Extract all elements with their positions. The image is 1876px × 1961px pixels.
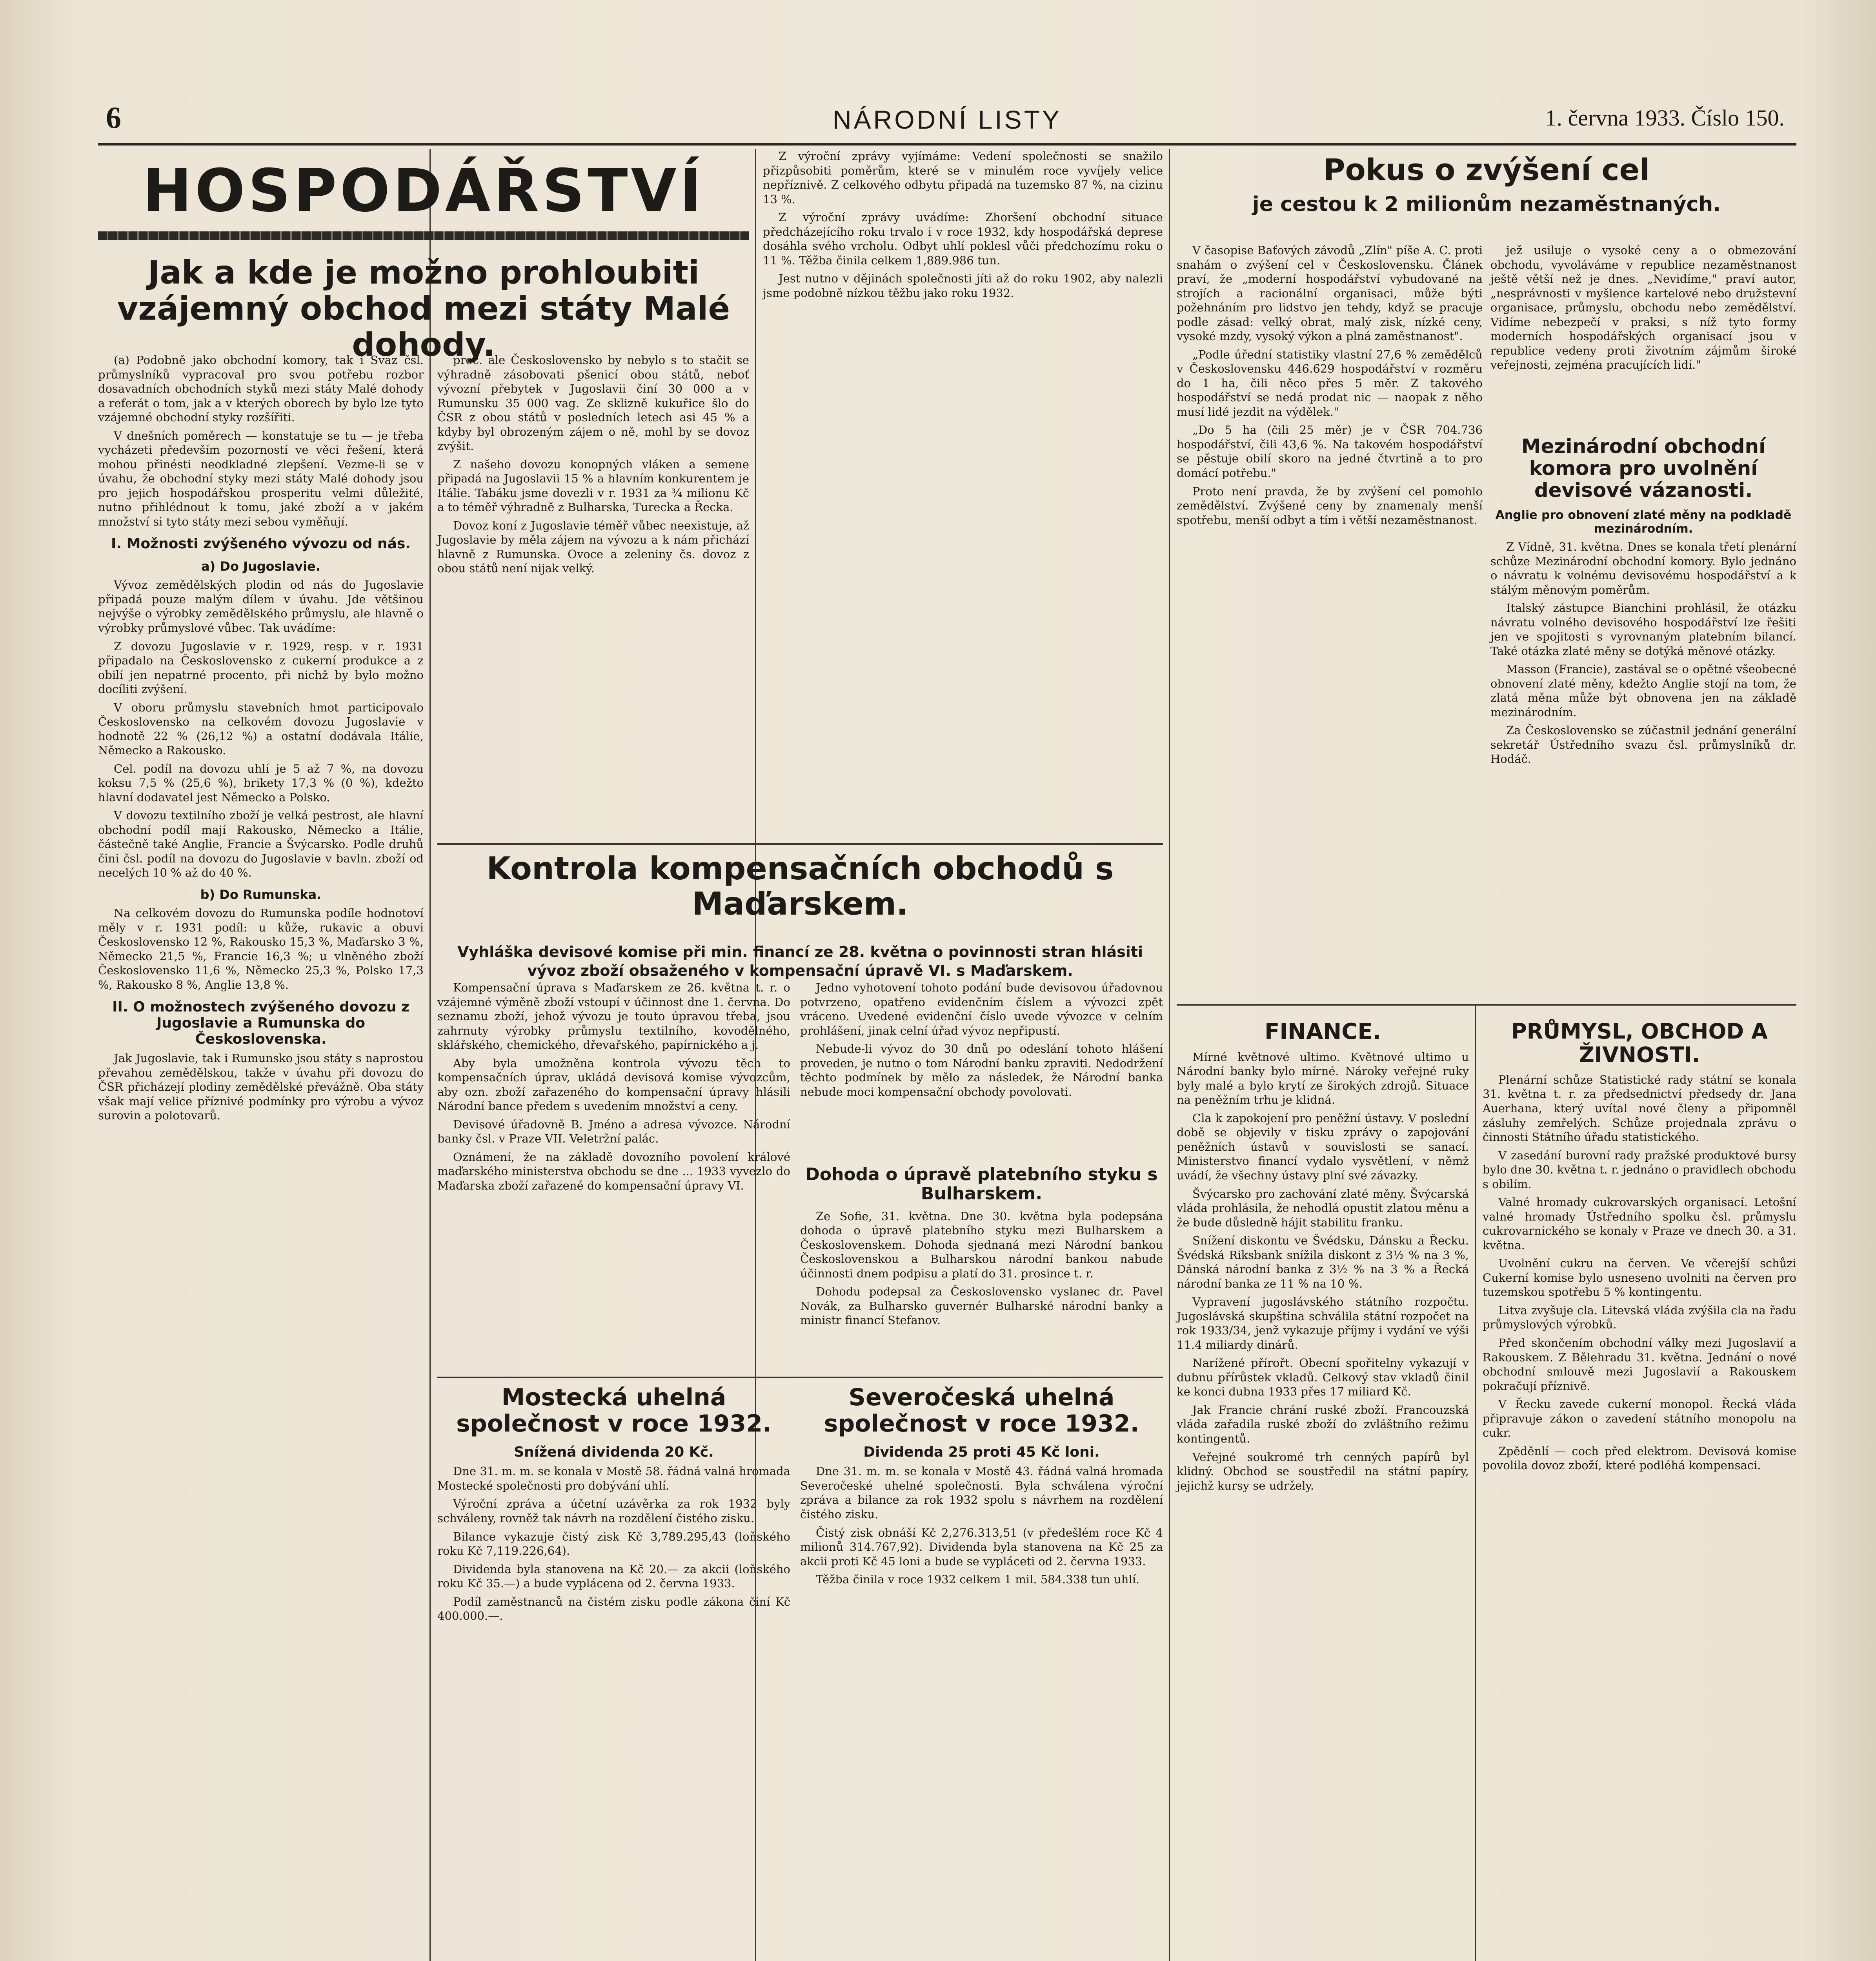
section-finance [1177,1020,1469,1961]
headline-pokus: Pokus o zvýšení cel [1323,152,1650,187]
paragraph: Před skončením obchodní války mezi Jugoslavií a Rakouskem. Z Bělehradu 31. května. Jednání o nové obchodní smlouvě mezi Jugoslavií a Rakouskem pokračují příznivě. [1483,1336,1796,1393]
paragraph: Vypravení jugoslávského státního rozpočtu. Jugoslávská skupština schválila státní rozpočet na rok 1933/34, jenž vykazuje příjmy i vydání ve výši 11.4 miliardy dinárů. [1177,1295,1469,1352]
paragraph: Snížení diskontu ve Švédsku, Dánsku a Řecku. Švédská Riksbank snížila diskont z 3½ % na 3 %, Dánská národní banka z 3½ % na 3 % a Řecká národní banka ze 11 % na 10 %. [1177,1234,1469,1290]
paragraph: Devisové úřadovně B. Jméno a adresa vývozce. Národní banky čsl. v Praze VII. Veletržní palác. [437,1117,790,1146]
headline-vzajemny-obchod: Jak a kde je možno prohloubiti vzájemný obchod mezi státy Malé dohody. [117,254,730,364]
headline-dohoda: Dohoda o úpravě platebního styku s Bulharskem. [805,1164,1158,1204]
headline-prumysl: PRŮMYSL, OBCHOD A ŽIVNOSTI. [1511,1019,1768,1068]
page-number: 6 [106,100,121,135]
divider [437,843,1163,845]
paragraph: V zasedání burovní rady pražské produktové bursy bylo dne 30. května t. r. jednáno o pravidlech obchodu s obilím. [1483,1148,1796,1191]
headline-kontrola-box [437,851,1163,937]
paragraph: Italský zástupce Bianchini prohlásil, že otázku návratu volného devisového hospodářství lze řešiti jen ve spojitosti s vyrovnaným platebním bilancí. Také otázka zlaté měny se dotýká měnové otázky. [1490,601,1796,658]
paragraph: Dovoz koní z Jugoslavie téměř vůbec neexistuje, až Jugoslavie by měla zájem na vývozu a k nám přichází hlavně z Rumunska. Ovoce a zeleniny čs. dovoz z obou států není nijak velký. [437,518,749,575]
subheading: a) Do Jugoslavie. [201,559,320,574]
kontrola-subhead: Vyhláška devisové komise při min. financí ze 28. května o povinnosti stran hlásiti vývoz zboží obsaženého v kompensační úpravě VI. s Maďarskem. [457,943,1143,979]
article-kontrola-left [437,980,790,1373]
paragraph: Oznámení, že na základě dovozního povolení králové maďarského ministerstva obchodu se dne ... 1933 vyvezlo do Maďarska zboží zařazené do kompensační úpravy VI. [437,1150,790,1192]
paragraph: Z výroční zprávy vyjímáme: Vedení společnosti se snažilo přizpůsobiti poměrům, které se v minulém roce vyvíjely velice nepříznivě. Z celkového odbytu připadá na tuzemsko 87 %, na cizinu 13 %. [763,149,1163,206]
paragraph: (a) Podobně jako obchodní komory, tak i Svaz čsl. průmyslníků vypracoval pro svou potřebu rozbor dosavadních obchodních styků mezi státy Malé dohody a referát o tom, jak a v kterých oborech by bylo lze tyto vzájemné obchodní styky rozšířiti. [98,353,424,424]
subheading: b) Do Rumunska. [200,887,322,902]
headline-kontrola: Kontrola kompensačních obchodů s Maďarskem. [486,850,1114,922]
mostecka-subhead: Snížená dividenda 20 Kč. [514,1444,714,1461]
article-vzajemny-obchod [98,353,424,1961]
paragraph: V oboru průmyslu stavebních hmot participovalo Československo na celkovém dovozu Jugoslavie v hodnotě 22 % (26,12 %) a ostatní dodávala Itálie, Německo a Rakousko. [98,700,424,757]
column-rule [1169,149,1170,1961]
article-kontrola-right [800,980,1163,1161]
paragraph: Na celkovém dovozu do Rumunska podíle hodnotoví měly v r. 1931 podíl: u kůže, rukavic a obuvi Československo 12 %, Rakousko 15,3 %, Maďarsko 3 %, Německo 21,5 %, Francie 16,3 %; u vlněného zboží Československo 11,6 %, Německo 25,3 %, Polsko 17,3 %, Rakousko 8 %, Anglie 13,8 %. [98,906,424,991]
paragraph: Z našeho dovozu konopných vláken a semene připadá na Jugoslavii 15 % a hlavním konkurentem je Itálie. Tabáku jsme dovezli v r. 1931 za ¾ milionu Kč a to téměř výhradně z Bulharska, Turecka a Řecka. [437,457,749,514]
paragraph: Dohodu podepsal za Československo vyslanec dr. Pavel Novák, za Bulharsko guvernér Bulharské národní banky a ministr financí Stefanov. [800,1285,1163,1327]
paragraph: Dne 31. m. m. se konala v Mostě 58. řádná valná hromada Mostecké společnosti pro dobývání uhlí. [437,1464,790,1492]
headline-finance: FINANCE. [1265,1019,1381,1044]
paragraph: Ze Sofie, 31. května. Dne 30. května byla podepsána dohoda o úpravě platebního styku mezi Bulharskem a Československem. Dohoda sjednaná mezi Národní bankou Československou a Bulharskou národní bankou nabude účinnosti dnem podpisu a platí do 31. prosince t. r. [800,1209,1163,1280]
article-pokus-right [1490,243,1796,431]
issue-date: 1. června 1933. Číslo 150. [1545,105,1785,131]
paragraph: Jak Jugoslavie, tak i Rumunsko jsou státy s naprostou převahou zemědělskou, takže v úvahu při dovozu do ČSR přicházejí plodiny zemědělské převážně. Oba státy však mají velice příznivé podmínky pro výrobu a vývoz surovin a polotovarů. [98,1051,424,1122]
paragraph: Bilance vykazuje čistý zisk Kč 3,789.295,43 (loňského roku Kč 7,119.226,64). [437,1530,790,1558]
paragraph: Jedno vyhotovení tohoto podání bude devisovou úřadovnou potvrzeno, opatřeno evidenčním číslem a vývozci zpět vráceno. Uvedené evidenční číslo uvede vývozce v celním prohlášení, jinak celní úřad vývoz nepřipustí. [800,981,1163,1037]
paragraph: Litva zvyšuje cla. Litevská vláda zvýšila cla na řadu průmyslových výrobků. [1483,1303,1796,1332]
paragraph: Těžba činila v roce 1932 celkem 1 mil. 584.338 tun uhlí. [816,1573,1140,1586]
paragraph: V dovozu textilního zboží je velká pestrost, ale hlavní obchodní podíl mají Rakousko, Německo a Itálie, částečně také Anglie, Francie a Švýcarsko. Podle druhů čini čsl. podíl na dovozu do Jugoslavie v bavln. zboží od necelých 10 % až do 40 %. [98,809,424,880]
mezinarodni-subhead: Anglie pro obnovení zlaté měny na podkladě mezinárodním. [1495,508,1792,536]
subheading: II. O možnostech zvýšeného dovozu z Jugoslavie a Rumunska do Československa. [112,999,409,1048]
page-header [98,100,1796,146]
paragraph: Nebude-li vývoz do 30 dnů po odeslání tohoto hlášení proveden, je nutno o tom Národní banku zpraviti. Nedodržení těchto podmínek by mělo za následek, že Národní banka nebude moci kompensační obchody povolovati. [800,1042,1163,1099]
paragraph: Narížené přírořt. Obecní spořitelny vykazují v dubnu přírůstek vkladů. Celkový stav vkladů činil ke konci dubna 1933 přes 17 miliard Kč. [1177,1356,1469,1399]
paragraph: Cla k zapokojení pro peněžní ústavy. V poslední době se objevily v tisku zprávy o zapojování peněžních ústavů v souvislosti se sanací. Ministerstvo financí vydalo vysvětlení, v němž uvádí, že všechny ústavy plní své závazky. [1177,1111,1469,1182]
paragraph: Kompensační úprava s Maďarskem ze 26. května t. r. o vzájemné výměně zboží vstoupí v účinnost dne 1. června. Do seznamu zboží, jehož vývozu je touto úpravou třeba, jsou zahrnuty výrobky průmyslu textilního, kovodělného, sklářského, chemického, dřevařského, papírnického a j. [437,981,790,1052]
paragraph: Dne 31. m. m. se konala v Mostě 43. řádná valná hromada Severočeské uhelné společnosti. Byla schválena výroční zpráva a bilance za rok 1932 spolu s návrhem na rozdělení čistého zisku. [800,1464,1163,1521]
divider [437,1377,1163,1378]
paragraph: Výroční zpráva a účetní uzávěrka za rok 1932 byly schváleny, rovněž tak návrh na rozdělení čistého zisku. [437,1497,790,1525]
paragraph: Plenární schůze Statistické rady státní se konala 31. května t. r. za předsednictví předsedy dr. Jana Auerhana, který uvítal nové členy a připomněl zásluhy zemřelých. Schůze projednala zprávu o činnosti Státního úřadu statistického. [1483,1073,1796,1144]
paragraph: Proto není pravda, že by zvýšení cel pomohlo zemědělství. Zvýšené ceny by znamenaly menší spotřebu, menší odbyt a tím i větší nezaměstnanost. [1177,484,1483,527]
headline-mostecka: Mostecká uhelná společnost v roce 1932. [456,1384,772,1438]
paragraph: Švýcarsko pro zachování zlaté měny. Švýcarská vláda prohlásila, že nehodlá opustit zlatou měnu a že bude důsledně hájit stabilitu franku. [1177,1187,1469,1229]
column-3-top [763,149,1163,839]
paragraph: „Podle úřední statistiky vlastní 27,6 % zemědělců v Československu 446.629 hospodářství v rozměru do 1 ha, čili něco přes 5 měr. Z takového hospodářství se nedá prodat nic — naopak z něho musí lidé jezdit na výdělek." [1177,347,1483,418]
paragraph: Aby byla umožněna kontrola vývozu těch to kompensačních úprav, ukládá devisová komise vývozcům, aby ozn. zboží zařazeného do kompensační úpravy hlásili Národní bance předem s uvedením množství a ceny. [437,1056,790,1113]
masthead: NÁRODNÍ LISTY [832,105,1062,134]
paragraph: Uvolnění cukru na červen. Ve včerejší schůzi Cukerní komise bylo usneseno uvolniti na červen pro tuzemskou spotřebu 5 % kontingentu. [1483,1257,1796,1299]
paragraph: jež usiluje o vysoké ceny a o obmezování obchodu, vyvoláváme v republice nezaměstnanost ještě větší než je dnes. „Nevidíme," praví autor, „nesprávnosti v myšlence kartelové nebo družstevní organisace, průmyslu, obchodu nebo zemědělství. Vidíme nebezpečí v praksi, s níž tyto formy moderních hospodářských organisací jsou v republice vedeny proti životním zájmům široké veřejnosti, zejména pracujících lidí." [1490,244,1796,372]
paragraph: V Řecku zavede cukerní monopol. Řecká vláda připravuje zákon o zavedení státního monopolu na cukr. [1483,1397,1796,1440]
paragraph: Veřejné soukromé trh cenných papírů byl klidný. Obchod se soustředil na státní papíry, jejichž kursy se udržely. [1177,1450,1469,1492]
paragraph: Mírné květnové ultimo. Květnové ultimo u Národní banky bylo mírné. Nároky veřejné ruky byly malé a bylo krytí ze širokých zdrojů. Situace na peněžním trhu je klidná. [1177,1050,1469,1107]
kontrola-subhead-box [437,937,1163,980]
article-mostecka [437,1384,790,1961]
divider [1177,1004,1796,1006]
paragraph: Z výroční zprávy uvádíme: Zhoršení obchodní situace předcházejícího roku trvalo i v roce 1932, kdy hospodářská deprese dosáhla svého vrcholu. Odbyt uhlí poklesl vůči předchozímu roku o 11 %. Těžba činila celkem 1,889.986 tun. [763,211,1163,267]
article-pokus [1177,243,1483,1000]
pokus-subhead: je cestou k 2 milionům nezaměstnaných. [1252,193,1721,216]
paragraph: Z dovozu Jugoslavie v r. 1929, resp. v r. 1931 připadalo na Československo z cukerní produkce a z obilí jen nepatrné procento, při nichž by bylo možno docíliti zvýšení. [98,639,424,696]
paragraph: Dividenda byla stanovena na Kč 20.— za akcii (loňského roku Kč 35.—) a bude vyplácena od 2. června 1933. [437,1562,790,1590]
paragraph: Zpěděnlí — coch před elektrom. Devisová komise povolila dovoz zboží, které podléhá kompensaci. [1483,1444,1796,1472]
severoceska-subhead: Dividenda 25 proti 45 Kč loni. [863,1444,1100,1461]
article-dohoda [800,1165,1163,1373]
section-title: HOSPODÁŘSTVÍ [142,157,705,225]
column-rule [429,149,431,1961]
section-prumysl [1483,1020,1796,1961]
paragraph: „Do 5 ha (čili 25 měr) je v ČSR 704.736 hospodářství, čili 43,6 %. Na takovém hospodářství se pěstuje obilí skoro na jedné čtvrtině a to pro domácí potřebu." [1177,423,1483,480]
column-rule [1475,1004,1476,1961]
paragraph: Vývoz zemědělských plodin od nás do Jugoslavie připadá pouze malým dílem v úvahu. Jde většinou nejvýše o výrobky zemědělského průmyslu, ale hlavně o výrobky průmyslové vůbec. Tak uvádíme: [98,578,424,635]
paragraph: proc. ale Československo by nebylo s to stačit se výhradně zásobovati pšenicí obou států, neboť vývozní přebytek v Jugoslavii činí 30 000 a v Rumunsku 35 000 vag. Ze sklizně kukuřice šlo do ČSR z obou států v posledních letech asi 45 % a kdyby byl obrozeným zájem o ně, mohl by se dovoz zvýšit. [437,353,749,453]
paragraph: Cel. podíl na dovozu uhlí je 5 až 7 %, na dovozu koksu 7,5 % (25,6 %), brikety 17,3 % (0 %), kdežto hlavní dodavatel jest Německo a Polsko. [98,762,424,804]
subheading: I. Možnosti zvýšeného vývozu od nás. [111,536,411,552]
paragraph: Za Československo se zúčastnil jednání generální sekretář Ústředního svazu čsl. průmyslníků dr. Hodáč. [1490,724,1796,766]
paragraph: Valné hromady cukrovarských organisací. Letošní valné hromady Ústředního spolku čsl. průmyslu cukrovarnického se konaly v Praze ve dnech 30. a 31. května. [1483,1195,1796,1252]
article-severoceska [800,1384,1163,1961]
headline-severoceska: Severočeská uhelná společnost v roce 1932. [824,1384,1139,1438]
paragraph: Podíl zaměstnanců na čistém zisku podle zákona činí Kč 400.000.—. [437,1595,790,1623]
headline-mezinarodni: Mezinárodní obchodní komora pro uvolnění devisové vázanosti. [1521,435,1766,502]
paragraph: Jak Francie chrání ruské zboží. Francouzská vláda zařadila ruské zboží do zvláštního režimu kontingentů. [1177,1403,1469,1445]
paragraph: V dnešních poměrech — konstatuje se tu — je třeba vycházeti především pozorností ve věci řešení, která mohou přinésti neodkladné zlepšení. Vezme-li se v úvahu, že obchodní styky mezi státy Malé dohody jsou pro jejich hospodářskou prosperitu velmi důležité, nutno přihlédnout k tomu, jaké zboží a v jakém množství si tyto státy mezi sebou vyměňují. [98,429,424,528]
paragraph: Čistý zisk obnáší Kč 2,276.313,51 (v předešlém roce Kč 4 milionů 314.767,92). Dividenda byla stanovena na Kč 25 za akcii proti Kč 45 loni a bude se vypláceti od 2. června 1933. [800,1526,1163,1568]
article-mezinarodni [1490,435,1796,1000]
paragraph: V časopise Baťových závodů „Zlín" píše A. C. proti snahám o zvýšení cel v Československu. Článek praví, že „moderní hospodářství vybudované na strojích a racionální organisaci, může býti požehnáním pro lidstvo jen tehdy, když se pracuje podle zásad: velký obrat, malý zisk, nízké ceny, vysoké mzdy, vysoký výkon a plná zaměstnanost". [1177,244,1483,343]
paragraph: Jest nutno v dějinách společnosti jíti až do roku 1902, aby nalezli jsme podobně nízkou těžbu jako roku 1932. [763,272,1163,300]
paragraph: Z Vídně, 31. května. Dnes se konala třetí plenární schůze Mezinárodní obchodní komory. Bylo jednáno o návratu k volnému devisovému hospodářství a k stálým měnovým poměrům. [1490,540,1796,597]
lead-headline-box [98,254,749,364]
section-rule [98,231,749,240]
paragraph: Masson (Francie), zastával se o opětné všeobecné obnovení zlaté měny, kdežto Anglie stojí na tom, že zlatá měna může být obnovena jen na základě mezinárodním. [1490,662,1796,719]
headline-pokus-box [1177,153,1796,243]
article-vzajemny-continued [437,353,749,839]
